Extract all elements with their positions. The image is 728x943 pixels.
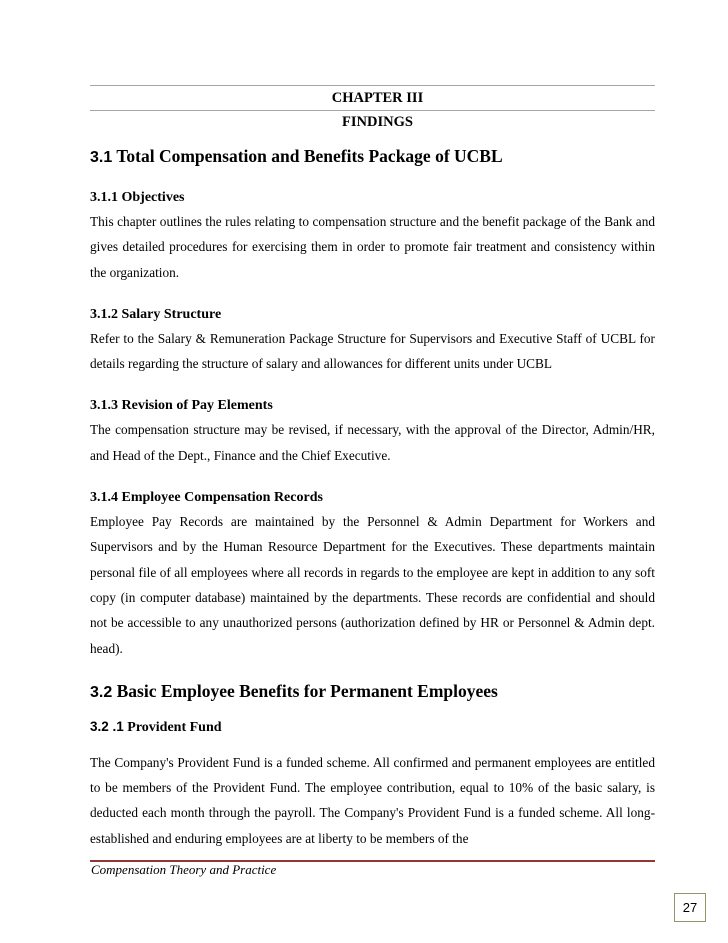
page-number: 27 [674,893,706,922]
subsection-heading-3-1-1: 3.1.1 Objectives [90,190,185,205]
paragraph-objectives: This chapter outlines the rules relating to compensation structure and the benefit package of the Bank and gives detailed procedures for exercising them in order to promote fair treatment and consistency within the organization. [90,214,655,280]
paragraph-compensation-records: Employee Pay Records are maintained by the Personnel & Admin Department for Workers and Supervisors and by the Human Resource Department for the Executives. These departments maintain personal file of all employees where all records in regards to the employee are kept in addition to any soft copy (in computer database) maintained by the departments. These records are confidential and should not be accessible to any unauthorized persons (authorization defined by HR or Personnel & Admin dept. head). [90,514,655,656]
subsection-heading-3-1-3: 3.1.3 Revision of Pay Elements [90,398,273,414]
paragraph-revision-pay: The compensation structure may be revised, if necessary, with the approval of the Director, Admin/HR, and Head of the Dept., Finance and the Chief Executive. [90,422,655,463]
section-title-text: Basic Employee Benefits for Permanent Employees [116,680,498,701]
subsection-heading-3-1-4: 3.1.4 Employee Compensation Records [90,490,323,506]
section-title-text: Total Compensation and Benefits Package of UCBL [116,146,503,166]
paragraph-salary-structure: Refer to the Salary & Remuneration Package Structure for Supervisors and Executive Staff of UCBL for details regarding the structure of salary and allowances for different units under UCBL [90,330,655,372]
subsection-number: 3.2 .1 [90,718,124,734]
page-body [90,144,655,851]
subsection-title-text: Provident Fund [127,719,222,735]
chapter-label: CHAPTER III [331,90,424,106]
section-number: 3.1 [90,149,113,166]
subsection-heading-3-2-1 [90,717,655,738]
chapter-title: FINDINGS [342,114,413,130]
footer-title: Compensation Theory and Practice [91,862,277,877]
paragraph-provident-fund: The Company's Provident Fund is a funded scheme. All confirmed and permanent employees are entitled to be members of the Provident Fund. The employee contribution, equal to 10% of the basic salary, is deducted each month through the payroll. The Company's Provident Fund is a funded scheme. All long-established and enduring employees are at liberty to be members of the [90,754,655,846]
header-bottom-rule [90,110,655,111]
section-number: 3.2 [90,683,113,701]
section-heading-3-1 [90,144,655,170]
section-heading-3-2 [90,679,655,705]
header-top-rule [90,85,655,86]
subsection-heading-3-1-2: 3.1.2 Salary Structure [90,306,222,322]
